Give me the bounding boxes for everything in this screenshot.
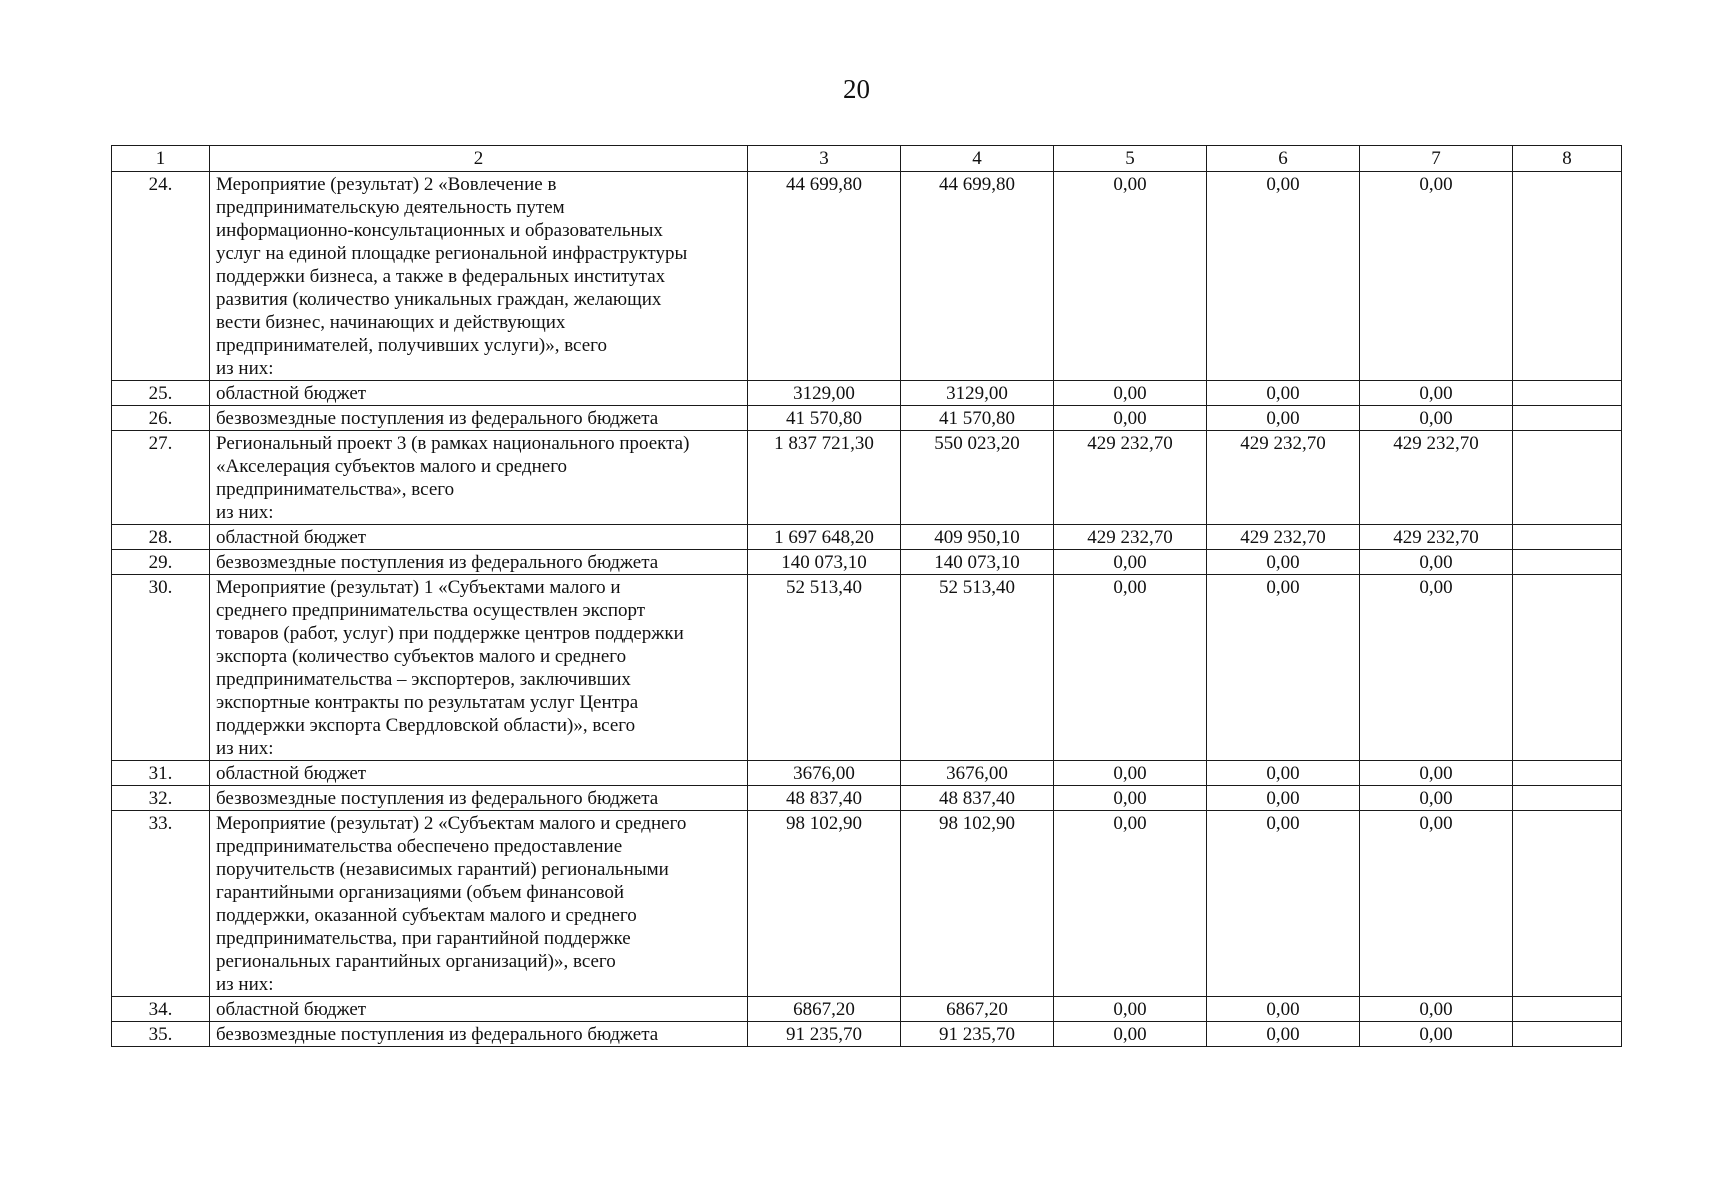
description-line: предпринимательскую деятельность путем: [216, 197, 565, 218]
description-line: областной бюджет: [216, 763, 367, 784]
description-line: вести бизнес, начинающих и действующих: [216, 312, 566, 333]
value-cell-c3: 3129,00: [748, 381, 901, 406]
description-line: предпринимательства – экспортеров, заключивших: [216, 669, 631, 690]
value-cell-c4: 41 570,80: [901, 406, 1054, 431]
description-line: Мероприятие (результат) 1 «Субъектами малого и: [216, 577, 621, 598]
row-description: [210, 381, 748, 406]
row-description: [210, 761, 748, 786]
value-cell-c3: 3676,00: [748, 761, 901, 786]
value-cell-c8: [1513, 997, 1622, 1022]
value-cell-c8: [1513, 1022, 1622, 1047]
description-line: предпринимательства обеспечено предоставление: [216, 836, 623, 857]
table-row: [112, 997, 1622, 1022]
description-line: предпринимателей, получивших услуги)», всего: [216, 335, 607, 356]
value-cell-c3: 1 697 648,20: [748, 525, 901, 550]
value-cell-c3: 44 699,80: [748, 172, 901, 381]
table-row: [112, 786, 1622, 811]
value-cell-c4: 3129,00: [901, 381, 1054, 406]
value-cell-c6: 0,00: [1207, 1022, 1360, 1047]
value-cell-c3: 52 513,40: [748, 575, 901, 761]
value-cell-c7: 429 232,70: [1360, 431, 1513, 525]
column-header: 2: [210, 146, 748, 172]
value-cell-c4: 48 837,40: [901, 786, 1054, 811]
description-line: «Акселерация субъектов малого и среднего: [216, 456, 568, 477]
description-line: услуг на единой площадке региональной инфраструктуры: [216, 243, 688, 264]
value-cell-c5: 0,00: [1054, 761, 1207, 786]
value-cell-c4: 550 023,20: [901, 431, 1054, 525]
value-cell-c5: 0,00: [1054, 172, 1207, 381]
value-cell-c8: [1513, 406, 1622, 431]
row-description: [210, 786, 748, 811]
row-description: [210, 431, 748, 525]
value-cell-c6: 0,00: [1207, 761, 1360, 786]
table-row: [112, 172, 1622, 381]
value-cell-c6: 0,00: [1207, 575, 1360, 761]
description-line: поддержки экспорта Свердловской области)», всего: [216, 715, 636, 736]
row-number: 31.: [112, 761, 210, 786]
value-cell-c8: [1513, 811, 1622, 997]
value-cell-c6: 0,00: [1207, 786, 1360, 811]
value-cell-c5: 0,00: [1054, 406, 1207, 431]
table-row: [112, 525, 1622, 550]
row-number: 34.: [112, 997, 210, 1022]
value-cell-c3: 1 837 721,30: [748, 431, 901, 525]
row-description: [210, 575, 748, 761]
description-line: из них:: [216, 502, 274, 523]
value-cell-c6: 429 232,70: [1207, 431, 1360, 525]
value-cell-c7: 0,00: [1360, 761, 1513, 786]
value-cell-c6: 0,00: [1207, 811, 1360, 997]
row-description: [210, 997, 748, 1022]
table-row: [112, 431, 1622, 525]
value-cell-c8: [1513, 786, 1622, 811]
value-cell-c7: 0,00: [1360, 997, 1513, 1022]
value-cell-c4: 44 699,80: [901, 172, 1054, 381]
table-body: [112, 172, 1622, 1047]
row-number: 26.: [112, 406, 210, 431]
column-header: 5: [1054, 146, 1207, 172]
value-cell-c6: 0,00: [1207, 172, 1360, 381]
row-description: [210, 811, 748, 997]
description-line: областной бюджет: [216, 999, 367, 1020]
table-row: [112, 550, 1622, 575]
row-number: 27.: [112, 431, 210, 525]
value-cell-c7: 0,00: [1360, 1022, 1513, 1047]
value-cell-c5: 429 232,70: [1054, 431, 1207, 525]
row-number: 25.: [112, 381, 210, 406]
description-line: предпринимательства», всего: [216, 479, 455, 500]
description-line: Мероприятие (результат) 2 «Субъектам малого и среднего: [216, 813, 687, 834]
description-line: региональных гарантийных организаций)», всего: [216, 951, 616, 972]
description-line: областной бюджет: [216, 383, 367, 404]
value-cell-c8: [1513, 575, 1622, 761]
description-line: информационно-консультационных и образовательных: [216, 220, 663, 241]
row-description: [210, 550, 748, 575]
table-row: [112, 381, 1622, 406]
value-cell-c5: 0,00: [1054, 811, 1207, 997]
description-line: безвозмездные поступления из федерального бюджета: [216, 1024, 659, 1045]
column-header: 8: [1513, 146, 1622, 172]
value-cell-c5: 0,00: [1054, 997, 1207, 1022]
description-line: предпринимательства, при гарантийной поддержке: [216, 928, 631, 949]
value-cell-c6: 429 232,70: [1207, 525, 1360, 550]
value-cell-c3: 91 235,70: [748, 1022, 901, 1047]
value-cell-c4: 409 950,10: [901, 525, 1054, 550]
table-row: [112, 811, 1622, 997]
description-line: поддержки бизнеса, а также в федеральных институтах: [216, 266, 666, 287]
value-cell-c7: 0,00: [1360, 172, 1513, 381]
value-cell-c5: 429 232,70: [1054, 525, 1207, 550]
value-cell-c8: [1513, 761, 1622, 786]
value-cell-c7: 0,00: [1360, 811, 1513, 997]
column-header: 1: [112, 146, 210, 172]
description-line: поддержки, оказанной субъектам малого и среднего: [216, 905, 637, 926]
description-line: гарантийными организациями (объем финансовой: [216, 882, 625, 903]
value-cell-c4: 91 235,70: [901, 1022, 1054, 1047]
row-number: 35.: [112, 1022, 210, 1047]
column-header: 7: [1360, 146, 1513, 172]
value-cell-c8: [1513, 381, 1622, 406]
value-cell-c8: [1513, 431, 1622, 525]
description-line: товаров (работ, услуг) при поддержке центров поддержки: [216, 623, 684, 644]
description-line: из них:: [216, 358, 274, 379]
value-cell-c6: 0,00: [1207, 997, 1360, 1022]
value-cell-c4: 3676,00: [901, 761, 1054, 786]
value-cell-c4: 98 102,90: [901, 811, 1054, 997]
value-cell-c8: [1513, 525, 1622, 550]
value-cell-c3: 6867,20: [748, 997, 901, 1022]
value-cell-c6: 0,00: [1207, 550, 1360, 575]
description-line: безвозмездные поступления из федерального бюджета: [216, 552, 659, 573]
value-cell-c8: [1513, 550, 1622, 575]
column-header: 6: [1207, 146, 1360, 172]
description-line: среднего предпринимательства осуществлен экспорт: [216, 600, 646, 621]
table-row: [112, 1022, 1622, 1047]
value-cell-c3: 98 102,90: [748, 811, 901, 997]
value-cell-c7: 0,00: [1360, 786, 1513, 811]
row-description: [210, 172, 748, 381]
description-line: развития (количество уникальных граждан, желающих: [216, 289, 662, 310]
description-line: областной бюджет: [216, 527, 367, 548]
value-cell-c3: 48 837,40: [748, 786, 901, 811]
table-row: [112, 761, 1622, 786]
description-line: из них:: [216, 738, 274, 759]
value-cell-c8: [1513, 172, 1622, 381]
column-header: 4: [901, 146, 1054, 172]
value-cell-c7: 0,00: [1360, 406, 1513, 431]
row-description: [210, 1022, 748, 1047]
description-line: поручительств (независимых гарантий) региональными: [216, 859, 669, 880]
value-cell-c6: 0,00: [1207, 406, 1360, 431]
row-number: 24.: [112, 172, 210, 381]
value-cell-c5: 0,00: [1054, 550, 1207, 575]
value-cell-c7: 0,00: [1360, 381, 1513, 406]
row-number: 30.: [112, 575, 210, 761]
value-cell-c3: 41 570,80: [748, 406, 901, 431]
value-cell-c4: 140 073,10: [901, 550, 1054, 575]
row-number: 32.: [112, 786, 210, 811]
budget-table: [111, 145, 1622, 1047]
description-line: безвозмездные поступления из федерального бюджета: [216, 408, 659, 429]
row-number: 33.: [112, 811, 210, 997]
row-description: [210, 525, 748, 550]
column-header: 3: [748, 146, 901, 172]
page-number: 20: [843, 74, 870, 104]
value-cell-c7: 429 232,70: [1360, 525, 1513, 550]
value-cell-c4: 6867,20: [901, 997, 1054, 1022]
value-cell-c7: 0,00: [1360, 575, 1513, 761]
row-number: 28.: [112, 525, 210, 550]
value-cell-c4: 52 513,40: [901, 575, 1054, 761]
table-header-row: [112, 146, 1622, 172]
description-line: экспортные контракты по результатам услуг Центра: [216, 692, 639, 713]
value-cell-c5: 0,00: [1054, 786, 1207, 811]
value-cell-c6: 0,00: [1207, 381, 1360, 406]
value-cell-c5: 0,00: [1054, 575, 1207, 761]
description-line: Мероприятие (результат) 2 «Вовлечение в: [216, 174, 557, 195]
row-description: [210, 406, 748, 431]
value-cell-c5: 0,00: [1054, 381, 1207, 406]
row-number: 29.: [112, 550, 210, 575]
description-line: Региональный проект 3 (в рамках национального проекта): [216, 433, 690, 454]
table-row: [112, 406, 1622, 431]
description-line: из них:: [216, 974, 274, 995]
value-cell-c7: 0,00: [1360, 550, 1513, 575]
description-line: безвозмездные поступления из федерального бюджета: [216, 788, 659, 809]
description-line: экспорта (количество субъектов малого и среднего: [216, 646, 627, 667]
value-cell-c5: 0,00: [1054, 1022, 1207, 1047]
table-row: [112, 575, 1622, 761]
value-cell-c3: 140 073,10: [748, 550, 901, 575]
